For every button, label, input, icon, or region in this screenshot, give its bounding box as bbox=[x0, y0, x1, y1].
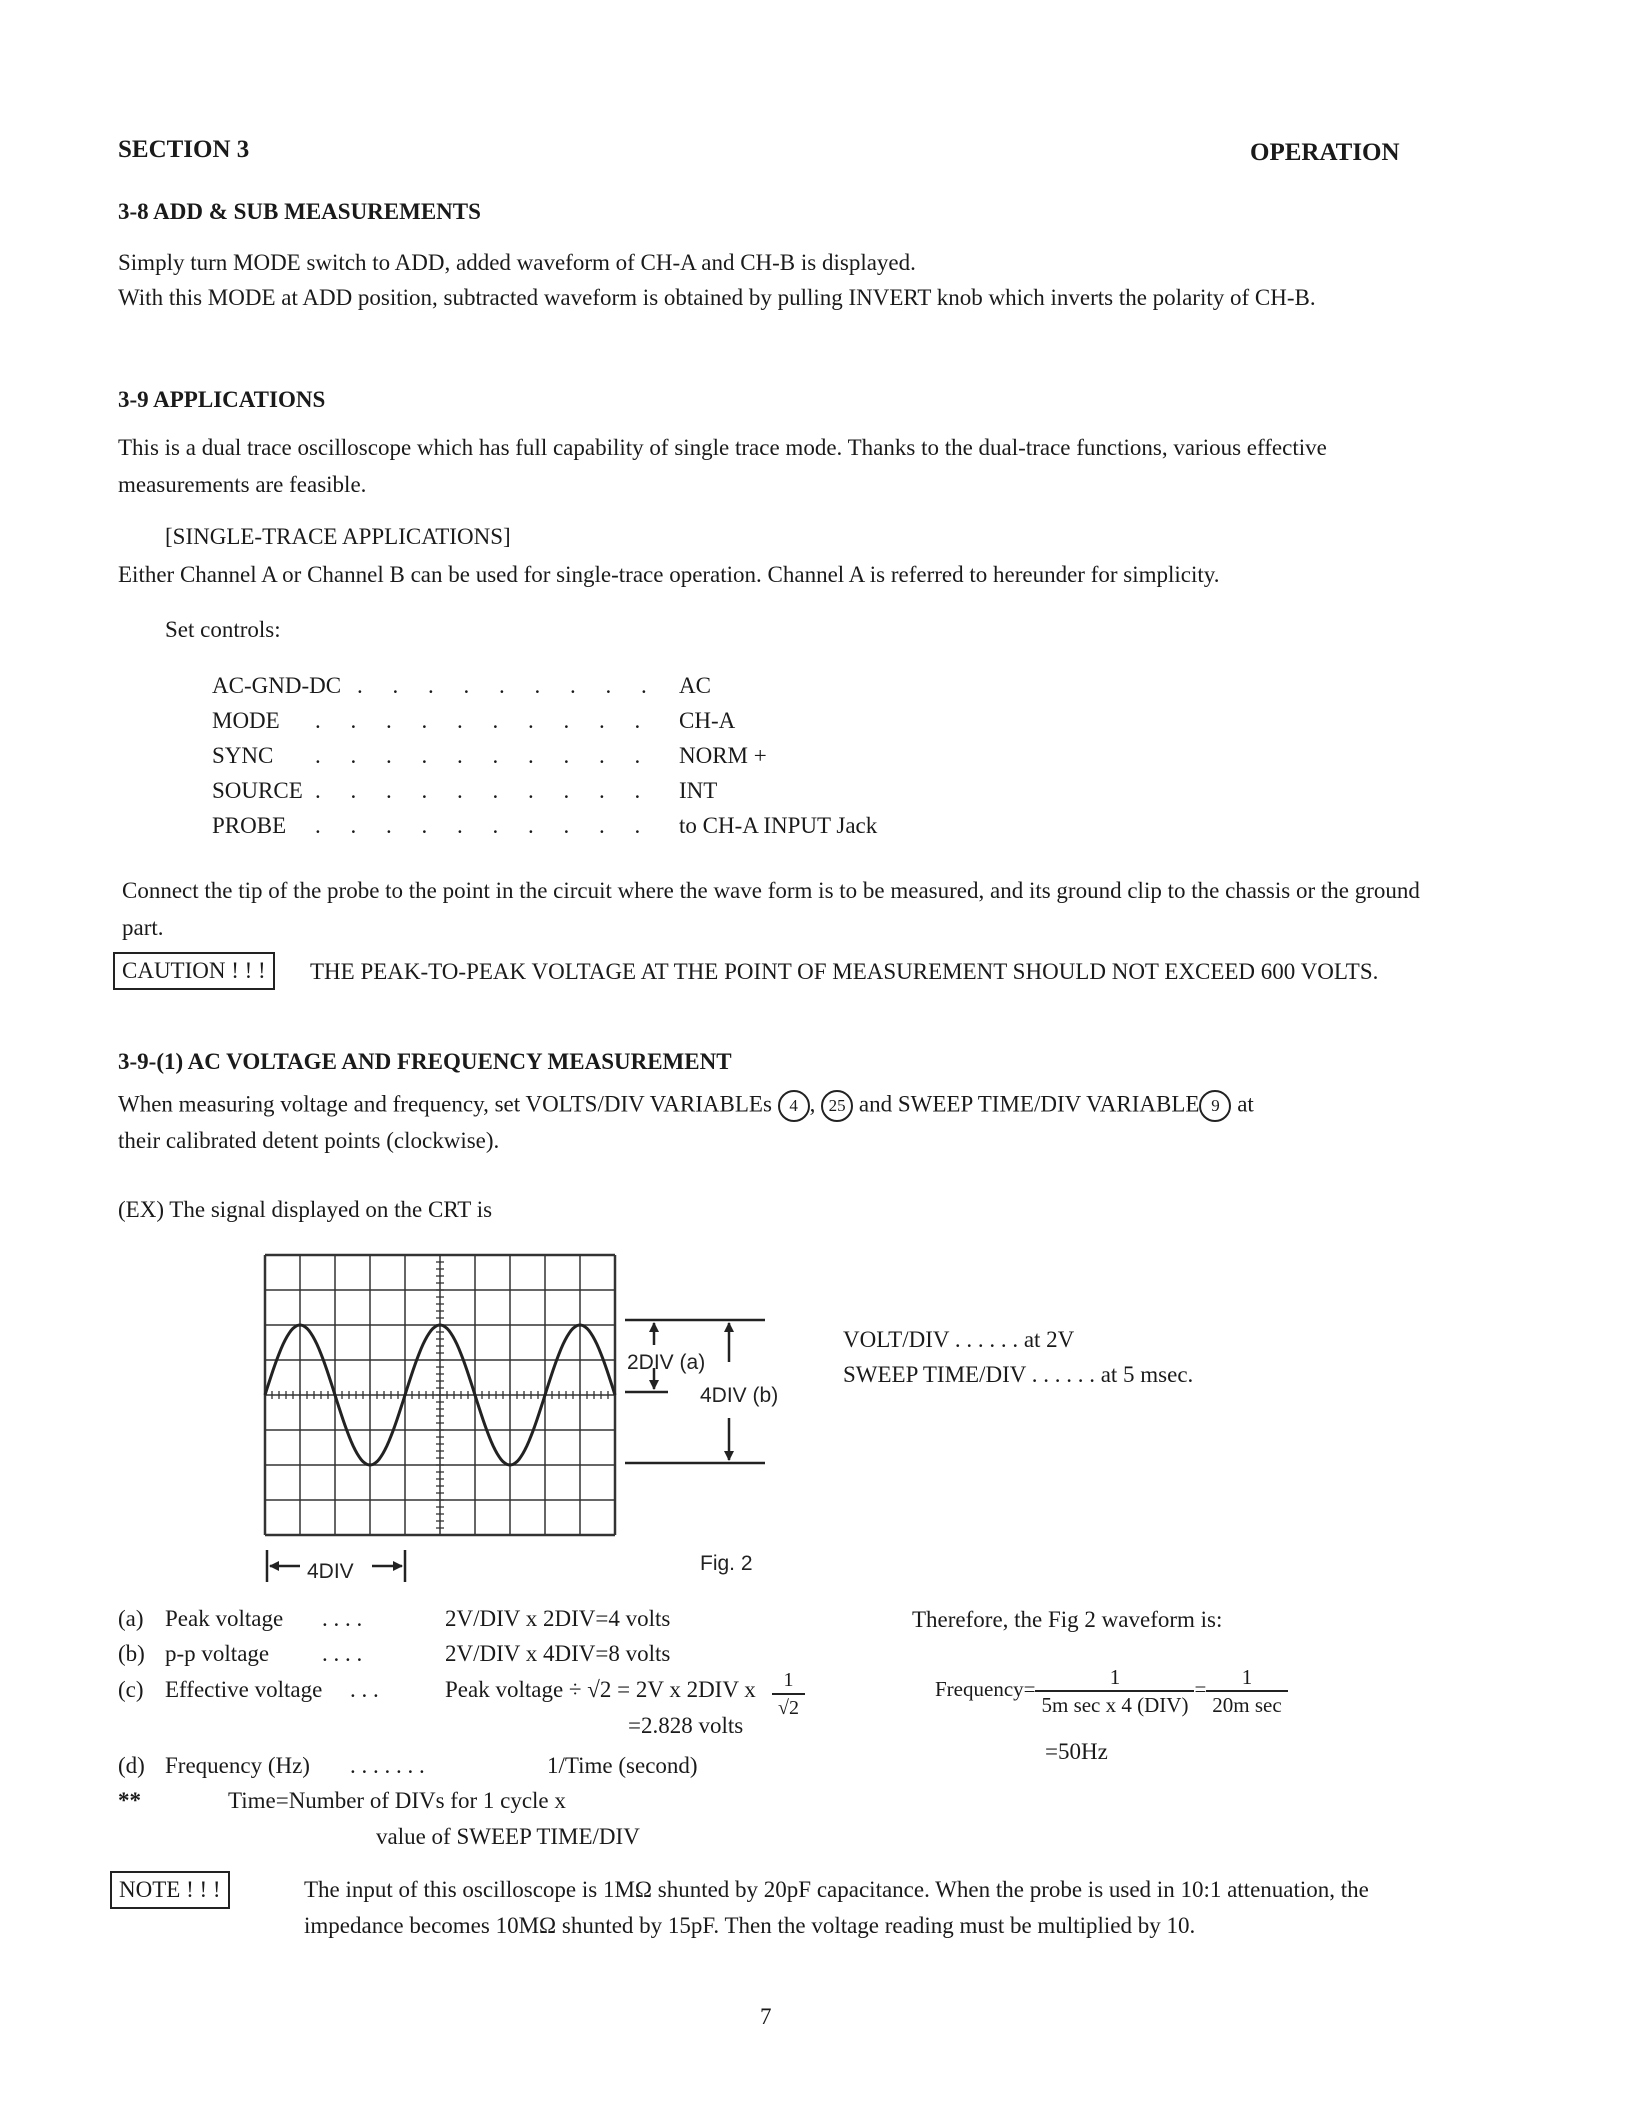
calc-value: 2V/DIV x 4DIV=8 volts bbox=[445, 1641, 671, 1666]
fraction-denominator: 20m sec bbox=[1212, 1693, 1282, 1717]
section-3-8-heading: 3-8 ADD & SUB MEASUREMENTS bbox=[118, 199, 481, 224]
control-number-25: 25 bbox=[821, 1090, 853, 1122]
setting-name: SWEEP TIME/DIV bbox=[843, 1362, 1026, 1387]
setting-value: at 5 msec. bbox=[1100, 1362, 1194, 1387]
control-dots: . . . . . . . . . . bbox=[315, 813, 653, 838]
paragraph-text: When measuring voltage and frequency, set VOLTS/DIV VARIABLEs bbox=[118, 1091, 772, 1117]
paragraph-text: and SWEEP TIME/DIV VARIABLE bbox=[858, 1091, 1200, 1117]
calc-dots: . . . . bbox=[322, 1641, 363, 1666]
figure-caption: Fig. 2 bbox=[700, 1552, 753, 1575]
arrowhead bbox=[649, 1322, 659, 1332]
section-3-9-paragraph-2: Either Channel A or Channel B can be used for single-trace operation. Channel A is referred to hereunder for simplicity. bbox=[118, 562, 1220, 587]
control-number-4: 4 bbox=[778, 1090, 810, 1122]
fraction-numerator: 1 bbox=[1206, 1664, 1287, 1692]
control-name: SOURCE bbox=[212, 778, 303, 803]
control-value: to CH-A INPUT Jack bbox=[679, 813, 878, 838]
note-label: NOTE ! ! ! bbox=[110, 1871, 230, 1909]
calc-key: (b) bbox=[118, 1641, 145, 1666]
caution-label: CAUTION ! ! ! bbox=[113, 952, 275, 990]
fraction-numerator: 1 bbox=[1035, 1664, 1194, 1692]
therefore-label: Therefore, the Fig 2 waveform is: bbox=[912, 1607, 1223, 1632]
calc-key: (c) bbox=[118, 1677, 144, 1702]
arrowhead bbox=[393, 1561, 403, 1571]
comma: , bbox=[809, 1091, 816, 1117]
calc-name: Peak voltage bbox=[165, 1606, 284, 1631]
control-name: AC-GND-DC bbox=[212, 673, 342, 698]
section-3-8-paragraph-2: With this MODE at ADD position, subtracted waveform is obtained by pulling INVERT knob which inverts the polarity of CH-B. bbox=[118, 285, 1316, 310]
calc-name: Effective voltage bbox=[165, 1677, 323, 1702]
section-label: SECTION 3 bbox=[118, 136, 250, 163]
setting-name: VOLT/DIV bbox=[843, 1327, 950, 1352]
setting-dots: . . . . . . bbox=[1031, 1362, 1095, 1387]
calc-dots: . . . . bbox=[322, 1606, 363, 1631]
section-3-9-paragraph-3: Connect the tip of the probe to the point in the circuit where the wave form is to be measured, and its ground clip to the chassis or the ground part. bbox=[122, 878, 1420, 940]
control-value: INT bbox=[679, 778, 718, 803]
control-name: PROBE bbox=[212, 813, 287, 838]
time-definition: Time=Number of DIVs for 1 cycle x bbox=[228, 1788, 566, 1813]
setting-row bbox=[843, 1362, 1193, 1388]
calc-dots: . . . . . . . bbox=[350, 1753, 425, 1778]
calc-result: =2.828 volts bbox=[628, 1713, 744, 1738]
frequency-formula bbox=[935, 1664, 1288, 1718]
calc-name: Frequency (Hz) bbox=[165, 1753, 310, 1778]
calc-dots: . . . bbox=[350, 1677, 379, 1702]
control-value: AC bbox=[679, 673, 711, 698]
control-dots: . . . . . . . . . . bbox=[315, 778, 653, 803]
arrowhead bbox=[649, 1380, 659, 1390]
footnote-marker: ** bbox=[118, 1788, 141, 1813]
arrowhead bbox=[269, 1561, 279, 1571]
control-number-9: 9 bbox=[1199, 1090, 1231, 1122]
section-3-9-paragraph-1: This is a dual trace oscilloscope which has full capability of single trace mode. Thanks to the dual-trace functions, various effective measurements are feasible. bbox=[118, 435, 1327, 497]
fraction-denominator: √2 bbox=[778, 1697, 799, 1719]
time-definition-cont: value of SWEEP TIME/DIV bbox=[376, 1824, 640, 1849]
paragraph-text: at bbox=[1237, 1091, 1254, 1117]
control-dots: . . . . . . . . . . bbox=[315, 708, 653, 733]
single-trace-subheading: [SINGLE-TRACE APPLICATIONS] bbox=[165, 524, 511, 549]
setting-row bbox=[843, 1327, 1074, 1353]
page-title: OPERATION bbox=[1250, 139, 1400, 166]
control-value: NORM + bbox=[679, 743, 767, 768]
control-value: CH-A bbox=[679, 708, 736, 733]
arrowhead bbox=[724, 1451, 734, 1461]
calc-name: p-p voltage bbox=[165, 1641, 270, 1666]
frequency-label: Frequency= bbox=[935, 1676, 1036, 1701]
dim-label-4div: 4DIV (b) bbox=[700, 1384, 779, 1407]
equals-sign: = bbox=[1194, 1676, 1207, 1701]
page-number: 7 bbox=[760, 2004, 772, 2029]
calc-value: Peak voltage ÷ √2 = 2V x 2DIV x bbox=[445, 1677, 756, 1702]
control-name: SYNC bbox=[212, 743, 274, 768]
section-3-9-heading: 3-9 APPLICATIONS bbox=[118, 387, 326, 412]
calc-value: 1/Time (second) bbox=[547, 1753, 698, 1778]
calc-fraction bbox=[772, 1667, 805, 1721]
section-3-9-1-heading: 3-9-(1) AC VOLTAGE AND FREQUENCY MEASUREMENT bbox=[118, 1049, 732, 1074]
calc-key: (d) bbox=[118, 1753, 145, 1778]
section-3-8-paragraph-1: Simply turn MODE switch to ADD, added waveform of CH-A and CH-B is displayed. bbox=[118, 250, 916, 275]
fraction-numerator: 1 bbox=[772, 1667, 805, 1695]
dim-label-2div: 2DIV (a) bbox=[627, 1351, 706, 1374]
control-name: MODE bbox=[212, 708, 280, 733]
caution-text: THE PEAK-TO-PEAK VOLTAGE AT THE POINT OF MEASUREMENT SHOULD NOT EXCEED 600 VOLTS. bbox=[310, 959, 1379, 984]
calc-key: (a) bbox=[118, 1606, 144, 1631]
arrowhead bbox=[724, 1322, 734, 1332]
set-controls-label: Set controls: bbox=[165, 617, 281, 642]
setting-value: at 2V bbox=[1023, 1327, 1075, 1352]
x-dim-label: 4DIV bbox=[307, 1560, 354, 1583]
frequency-result: =50Hz bbox=[1045, 1739, 1108, 1764]
note-text: The input of this oscilloscope is 1MΩ shunted by 20pF capacitance. When the probe is used in 10:1 attenuation, the impedance becomes 10MΩ shunted by 15pF. Then the voltage reading must be multiplied by 10. bbox=[304, 1877, 1369, 1938]
crt-graticule bbox=[265, 1255, 615, 1535]
setting-dots: . . . . . . bbox=[954, 1327, 1019, 1352]
calc-value: 2V/DIV x 2DIV=4 volts bbox=[445, 1606, 671, 1631]
section-3-9-1-paragraph-end: their calibrated detent points (clockwise). bbox=[118, 1128, 500, 1153]
fraction-denominator: 5m sec x 4 (DIV) bbox=[1041, 1693, 1189, 1717]
example-intro: (EX) The signal displayed on the CRT is bbox=[118, 1197, 493, 1222]
control-dots: . . . . . . . . . . bbox=[315, 743, 653, 768]
control-dots: . . . . . . . . . bbox=[357, 673, 659, 698]
